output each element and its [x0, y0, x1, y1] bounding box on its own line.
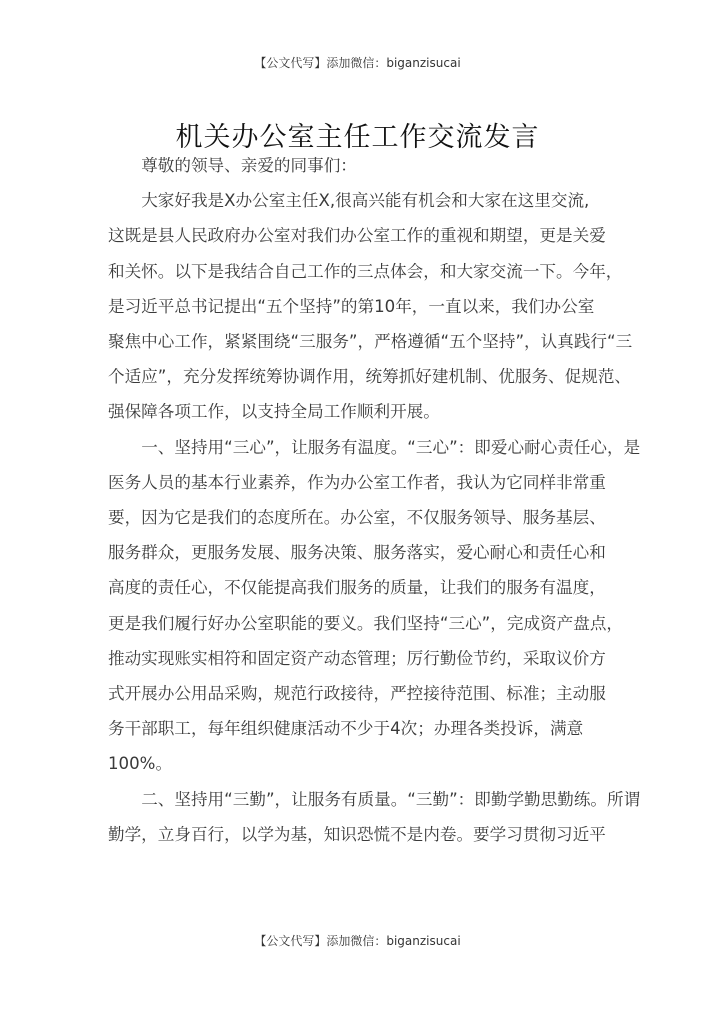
text-line: 推动实现账实相符和固定资产动态管理；厉行勤俭节约，采取议价方: [108, 648, 606, 668]
text-line: 和关怀。以下是我结合自己工作的三点体会，和大家交流一下。今年，: [108, 261, 623, 281]
section-one-paragraph: [108, 430, 641, 782]
text-line: 一、坚持用“三心”，让服务有温度。“三心”：即爱心耐心责任心，是: [141, 437, 641, 457]
text-line: 勤学，立身百行，以学为基，知识恐慌不是内卷。要学习贯彻习近平: [108, 824, 606, 844]
text-line: 服务群众，更服务发展、服务决策、服务落实，爱心耐心和责任心和: [108, 543, 606, 563]
text-line: 尊敬的领导、亲爱的同事们：: [141, 156, 357, 175]
intro-paragraph: [108, 183, 633, 429]
text-line: 更是我们履行好办公室职能的要义。我们坚持“三心”，完成资产盘点，: [108, 613, 624, 633]
text-line: 大家好我是X办公室主任X,很高兴能有机会和大家在这里交流,: [141, 191, 590, 211]
document-title: 机关办公室主任工作交流发言: [175, 122, 540, 154]
text-line: 二、坚持用“三勤”，让服务有质量。“三勤”：即勤学勤思勤练。所谓: [141, 789, 641, 809]
text-line: 聚焦中心工作，紧紧围绕“三服务”，严格遵循“五个坚持”，认真践行“三: [108, 332, 633, 352]
text-line: 强保障各项工作，以支持全局工作顺利开展。: [108, 402, 440, 422]
text-line: 100%。: [108, 754, 173, 774]
document-body: [108, 148, 641, 852]
section-two-paragraph: [108, 782, 641, 852]
text-line: 要，因为它是我们的态度所在。办公室，不仅服务领导、服务基层、: [108, 508, 606, 528]
text-line: 务干部职工，每年组织健康活动不少于4次；办理各类投诉，满意: [108, 719, 584, 739]
text-line: 个适应”，充分发挥统筹协调作用，统筹抓好建机制、优服务、促规范、: [108, 367, 632, 387]
text-line: 这既是县人民政府办公室对我们办公室工作的重视和期望，更是关爱: [108, 226, 606, 246]
page-footer-watermark: 【公文代写】添加微信：biganzisucai: [254, 934, 461, 948]
text-line: 是习近平总书记提出“五个坚持”的第10年，一直以来，我们办公室: [108, 296, 595, 316]
text-line: 医务人员的基本行业素养，作为办公室工作者，我认为它同样非常重: [108, 472, 606, 492]
text-line: 式开展办公用品采购，规范行政接待，严控接待范围、标准；主动服: [108, 684, 606, 704]
text-line: 高度的责任心，不仅能提高我们服务的质量，让我们的服务有温度，: [108, 578, 606, 598]
salutation-paragraph: [108, 148, 613, 183]
page-header-watermark: 【公文代写】添加微信：biganzisucai: [254, 56, 461, 70]
